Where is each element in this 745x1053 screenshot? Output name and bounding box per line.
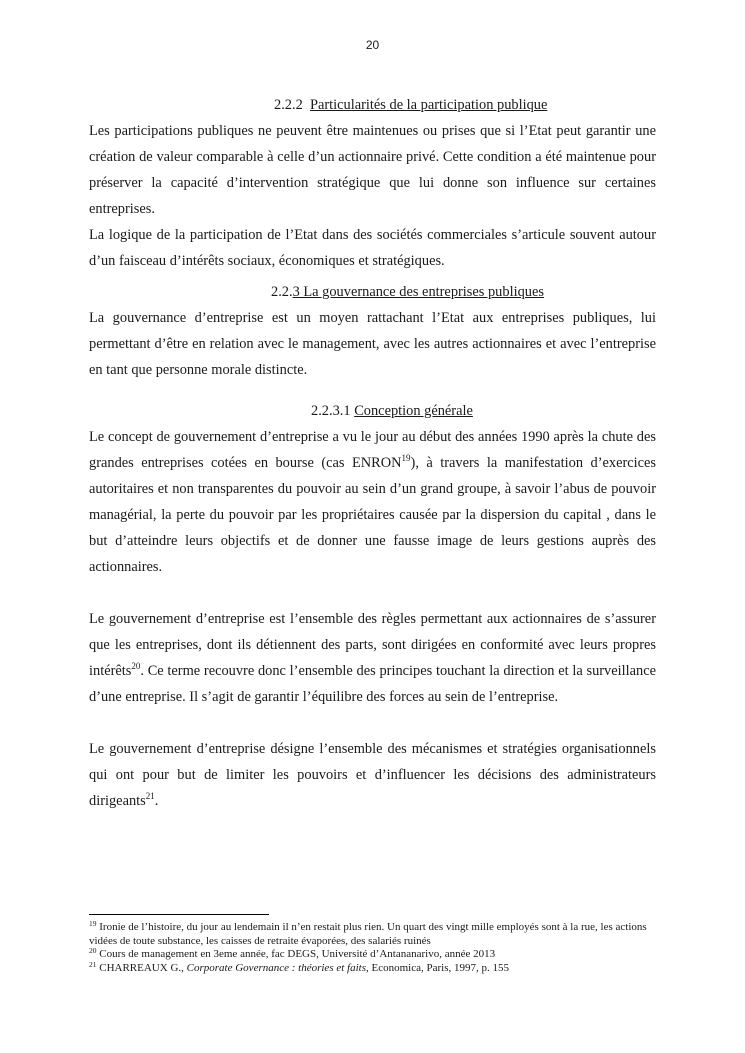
footnote-ref: 21	[145, 791, 155, 801]
heading-title: Particularités de la participation publique	[309, 97, 548, 113]
footnote: $^{21}$ CHARREAUX G., Corporate Governance : théories et faits, Economica, Paris, 1997, p. 155	[89, 959, 509, 974]
section-heading-2-2-3	[89, 279, 656, 305]
paragraph: Le gouvernement d’entreprise est l’ensemble des règles permettant aux actionnaires de s’assurer que les entreprises, dont ils détiennent des parts, sont dirigées en conformité avec leurs propres intérêts$^{20}$. Ce terme recouvre donc l’ensemble des principes touchant la direction et la surveillance d’une entreprise. Il s’agit de garantir l’équilibre des forces au sein de l’entreprise.	[89, 611, 656, 705]
heading-title: 3 La gouvernance des entreprises publiques	[292, 284, 544, 300]
page-number: 20	[365, 38, 380, 52]
paragraph: La gouvernance d’entreprise est un moyen rattachant l’Etat aux entreprises publiques, lui permettant d’être en relation avec le management, avec les autres actionnaires et avec l’entreprise en tant que personne morale distincte.	[89, 310, 656, 378]
paragraph: Le concept de gouvernement d’entreprise a vu le jour au début des années 1990 après la chute des grandes entreprises cotées en bourse (cas ENRON$^{19}$), à travers la manifestation d’exercices autoritaires et non transparentes du pouvoir au sein d’un grand groupe, à savoir l’abus de pouvoir managérial, la perte du pouvoir par les propriétaires causée par la dispersion du capital , dans le but d’atteindre leurs objectifs et de donner une fausse image de leurs gestions auprès des actionnaires.	[89, 429, 657, 575]
page-body	[89, 92, 656, 814]
footnotes	[89, 914, 656, 975]
section-heading-2-2-2	[89, 92, 656, 118]
heading-number: 2.2.3.1	[311, 403, 351, 419]
paragraph: Les participations publiques ne peuvent être maintenues ou prises que si l’Etat peut garantir une création de valeur comparable à celle d’un actionnaire privé. Cette condition a été maintenue pour préserver la capacité d’intervention stratégique que lui donne son influence sur certaines entreprises.	[89, 123, 656, 217]
footnote-ref: 19	[401, 453, 411, 463]
footnote: $^{20}$ Cours de management en 3eme année, fac DEGS, Université d’Antananarivo, année 2013	[89, 946, 496, 960]
paragraph: La logique de la participation de l’Etat dans des sociétés commerciales s’articule souvent autour d’un faisceau d’intérêts sociaux, économiques et stratégiques.	[89, 227, 656, 269]
heading-number: 2.2.	[271, 284, 293, 300]
paragraph: Le gouvernement d’entreprise désigne l’ensemble des mécanismes et stratégies organisationnels qui ont pour but de limiter les pouvoirs et d’influencer les décisions des administrateurs dirigeants$^{21}$.	[89, 741, 656, 809]
footnote: $^{19}$ Ironie de l’histoire, du jour au lendemain il n’en restait plus rien. Un quart des vingt mille employés sont à la rue, les actions vidées de toute substance, les caisses de retraite évaporées, des salariés ruinés	[89, 919, 647, 947]
heading-title: Conception générale	[354, 403, 473, 419]
heading-number: 2.2.2	[274, 97, 303, 113]
footnote-separator	[89, 914, 269, 915]
footnote-ref: 20	[131, 661, 141, 671]
section-heading-2-2-3-1	[89, 398, 656, 424]
